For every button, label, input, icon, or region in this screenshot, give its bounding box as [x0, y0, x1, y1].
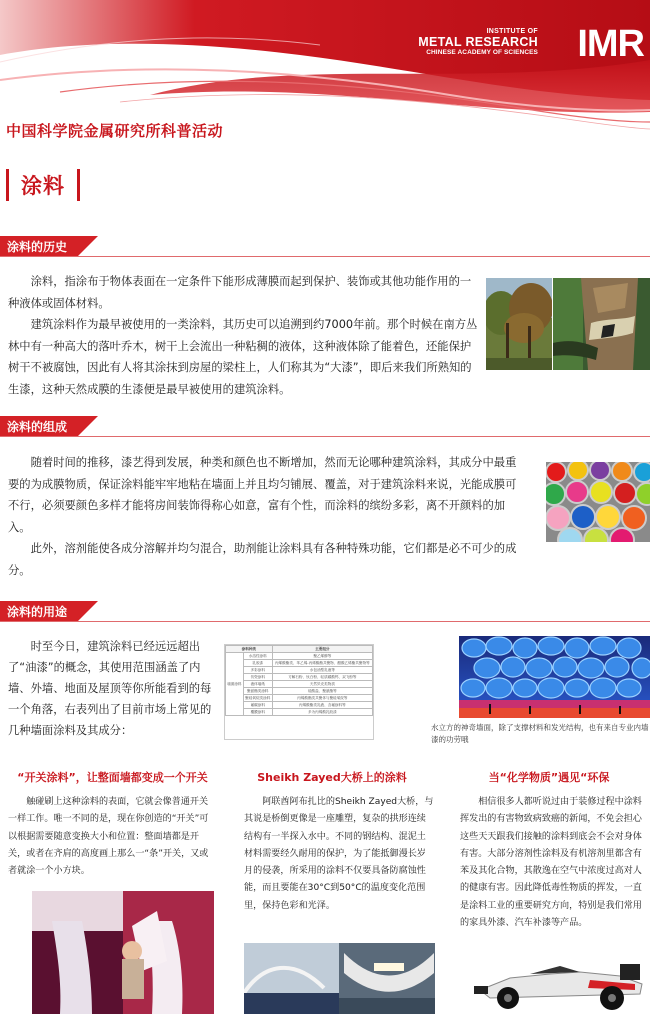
section-divider — [0, 256, 650, 257]
history-paragraph-2: 建筑涂料作为最早被使用的一类涂料，其历史可以追溯到约7000年前。那个时候在南方丛林中有一种高大的落叶乔木，树干上会流出一种粘稠的液体，这种液体除了能着色，还能保护树干不被腐蚀，因此有人将其涂抹到房屋的梁柱上，人们称其为“大漆”，即后来我们所熟知的生漆，这种天然成膜的生漆便是最早被使用的建筑涂料。 — [8, 318, 478, 396]
table-cell: 仿瓷涂料 — [243, 674, 272, 681]
history-paragraph-1: 涂料，指涂布于物体表面在一定条件下能形成薄膜而起到保护、装饰或其他功能作用的一种液体或固体材料。 — [8, 275, 472, 310]
table-cell: 水溶性涂料 — [243, 653, 272, 660]
table-cell: 氟碳涂料 — [243, 702, 272, 709]
usage-paragraph: 时至今日，建筑涂料已经远远超出了“油漆”的概念，其使用范围涵盖了内墙、外墙、地面及屋顶等你所能看到的每一个角落，右表列出了目前市场上常见的几种墙面涂料及其成分： — [8, 640, 212, 737]
tree-lacquer-photo — [553, 278, 650, 370]
section-divider — [0, 621, 650, 622]
column-title-eco: 当“化学物质”遇见“环保 — [488, 771, 610, 784]
table-cell: 液体墙纸 — [243, 681, 272, 688]
section-label-history: 涂料的历史 — [7, 240, 68, 254]
table-cell: 丙烯酸酯类共聚体与聚硅氧烷等 — [272, 695, 372, 702]
switch-paint-photo — [32, 891, 214, 1014]
water-cube-photo — [459, 636, 650, 718]
section-label-composition: 涂料的组成 — [7, 420, 68, 434]
table-cell: 水包油型乳液等 — [272, 667, 372, 674]
table-cell: 丙烯酸酯类乳液、含氟涂料等 — [272, 702, 372, 709]
water-cube-caption: 水立方的神奇墙面，除了支撑材料和发光结构，也有来自专业内墙漆的功劳哦 — [431, 723, 649, 744]
logo-line-3: CHINESE ACADEMY OF SCIENCES — [426, 49, 538, 56]
race-car-photo — [470, 950, 650, 1014]
section-tab-composition — [0, 416, 100, 436]
table-cell: 多为丙烯酸乳胶漆 — [272, 709, 372, 716]
table-cell: 天然贝壳类物质 — [272, 681, 372, 688]
logo-line-2: METAL RESEARCH — [418, 35, 538, 49]
table-cell: 丙烯酸酯类、苯乙烯-丙烯酸酯共聚物、醋酸乙烯酯共聚物等 — [272, 660, 372, 667]
table-header-cell: 主要组分 — [272, 646, 372, 653]
institute-logo-text — [418, 28, 538, 56]
section-label-usage: 涂料的用途 — [7, 605, 68, 619]
table-cell: 乳胶漆 — [243, 660, 272, 667]
bridge-photo — [244, 943, 435, 1014]
section-divider — [0, 436, 650, 437]
coating-table — [224, 644, 374, 740]
table-cell: 覆膜涂料 — [243, 709, 272, 716]
column-title-bridge: Sheikh Zayed大桥上的涂料 — [257, 771, 407, 784]
column-text-switch: 触碰刷上这种涂料的表面，它就会像普通开关一样工作。唯一不同的是，现在你创造的“开关”可以根据需要随意变换大小和位置：整面墙都是开关，或者在齐肩的高度画上那么一“条”开关，又或者就涂一个小方块。 — [8, 797, 209, 877]
org-title: 中国科学院金属研究所科普活动 — [6, 122, 224, 140]
column-text-bridge: 阿联酋阿布扎比的Sheikh Zayed大桥，与其说是桥倒更像是一座雕塑，复杂的拱形连续结构有一半探入水中。不同的钢结构、混泥土材料需要经久耐用的保护，为了能抵御漫长岁月的侵袭，所采用的涂料不仅要具备防腐蚀性能，而且要能在30°C到50°C的温度变化范围里，保持色彩和光泽。 — [244, 797, 434, 911]
main-title — [6, 168, 80, 202]
main-title-text: 涂料 — [21, 174, 65, 198]
column-title-switch: “开关涂料”，让整面墙都变成一个开关 — [17, 771, 208, 784]
imr-logo: IMR — [577, 23, 644, 65]
column-text-eco: 相信很多人都听说过由于装修过程中涂料挥发出的有害物致病致癌的新闻，不免会担心这些天天跟我们接触的涂料到底会不会对身体有害。大部分溶剂性涂料及有机溶剂里都含有苯及其化合物，其散逸在空气中浓度过高对人的健康有害。因此降低毒性物质的挥发，一直是涂料工业的重要研究方向，特别是我们常用的家具外漆、汽车补漆等产品。 — [460, 797, 642, 929]
title-bar-right — [77, 169, 80, 201]
table-group-label: 墙面涂料 — [226, 653, 244, 716]
table-cell: 多彩涂料 — [243, 667, 272, 674]
table-cell: 聚硅氧烷类涂料 — [245, 695, 271, 700]
section-tab-usage — [0, 601, 100, 621]
composition-paragraph-1: 随着时间的推移，漆艺得到发展，种类和颜色也不断增加，然而无论哪种建筑涂料，其成分中最重要的为成膜物质，保证涂料能牢牢地粘在墙面上并且均匀铺展、覆盖，对于建筑涂料来说，光能成膜可不行，必须要颜色多样才能将房间装饰得称心如意，富有个性，而涂料的缤纷多彩，离不开颜料的加入。 — [8, 456, 517, 534]
table-cell: 硅酸盐、聚氨酯等 — [272, 688, 372, 695]
section-tab-history — [0, 236, 100, 256]
table-cell: 方解石粉、钛白粉、轻质碳酸钙、双飞粉等 — [272, 674, 372, 681]
forest-photo — [486, 278, 552, 370]
logo-line-1: INSTITUTE OF — [486, 28, 538, 35]
table-cell: 聚乙烯醇等 — [272, 653, 372, 660]
table-header-cell: 涂料种类 — [226, 646, 273, 653]
paint-cans-photo — [546, 462, 650, 542]
table-cell: 聚氨酯类涂料 — [243, 688, 272, 695]
composition-paragraph-2: 此外，溶剂能使各成分溶解并均匀混合，助剂能让涂料具有各种特殊功能，它们都是必不可少的成分。 — [8, 542, 517, 577]
